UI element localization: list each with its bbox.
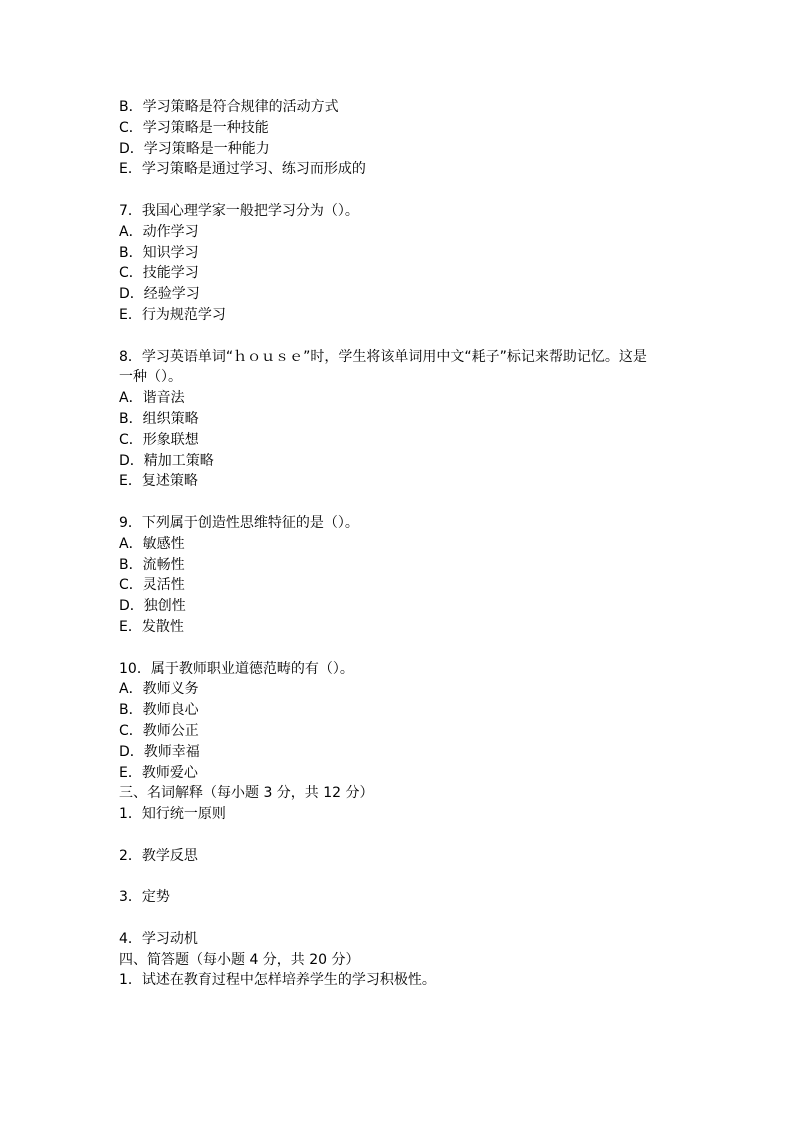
term-item: 3．定势 xyxy=(119,889,170,906)
option-b: B．学习策略是符合规律的活动方式 xyxy=(119,99,339,115)
section-short-answer xyxy=(119,950,679,992)
option-e: E．教师爱心 xyxy=(119,764,198,781)
spacer xyxy=(119,180,679,201)
question-stem: 10．属于教师职业道德范畴的有（）。 xyxy=(119,660,354,677)
question-stem-continued: 一种（）。 xyxy=(119,369,182,386)
option-d: D．经验学习 xyxy=(119,286,200,303)
question-8 xyxy=(119,347,679,493)
document-body xyxy=(119,97,679,991)
question-stem: 7．我国心理学家一般把学习分为（）。 xyxy=(119,202,359,219)
option-c: C．学习策略是一种技能 xyxy=(119,119,269,136)
option-a: A．敏感性 xyxy=(119,535,185,552)
option-d: D．学习策略是一种能力 xyxy=(119,140,270,157)
option-a: A．谐音法 xyxy=(119,390,185,407)
option-b: B．组织策略 xyxy=(119,410,199,427)
option-d: D．精加工策略 xyxy=(119,452,214,469)
option-b: B．知识学习 xyxy=(119,244,199,261)
section-heading: 四、简答题（每小题 4 分，共 20 分） xyxy=(119,951,360,968)
option-c: C．技能学习 xyxy=(119,265,199,282)
section-term-definitions xyxy=(119,783,679,949)
option-d: D．独创性 xyxy=(119,598,186,615)
question-9 xyxy=(119,513,679,638)
term-item: 4．学习动机 xyxy=(119,930,198,947)
spacer xyxy=(119,326,679,347)
term-item: 2．教学反思 xyxy=(119,847,198,864)
spacer xyxy=(119,492,679,513)
answer-space xyxy=(119,866,679,887)
option-c: C．灵活性 xyxy=(119,577,185,594)
option-c: C．教师公正 xyxy=(119,722,199,739)
option-c: C．形象联想 xyxy=(119,431,199,448)
option-e: E．学习策略是通过学习、练习而形成的 xyxy=(119,161,366,178)
option-b: B．教师良心 xyxy=(119,702,199,719)
option-b: B．流畅性 xyxy=(119,556,185,573)
question-7 xyxy=(119,201,679,326)
spacer xyxy=(119,638,679,659)
question-stem: 8．学习英语单词“ｈｏｕｓｅ”时，学生将该单词用中文“耗子”标记来帮助记忆。这是 xyxy=(119,348,647,365)
option-a: A．教师义务 xyxy=(119,681,199,698)
option-e: E．行为规范学习 xyxy=(119,306,226,323)
option-a: A．动作学习 xyxy=(119,223,199,240)
option-e: E．发散性 xyxy=(119,618,184,635)
option-d: D．教师幸福 xyxy=(119,743,200,760)
question-6-options xyxy=(119,97,679,180)
section-heading: 三、名词解释（每小题 3 分，共 12 分） xyxy=(119,785,374,802)
question-10 xyxy=(119,659,679,784)
short-answer-item: 1．试述在教育过程中怎样培养学生的学习积极性。 xyxy=(119,972,436,989)
term-item: 1．知行统一原则 xyxy=(119,806,226,823)
option-e: E．复述策略 xyxy=(119,473,198,490)
answer-space xyxy=(119,908,679,929)
answer-space xyxy=(119,825,679,846)
question-stem: 9．下列属于创造性思维特征的是（）。 xyxy=(119,514,359,531)
